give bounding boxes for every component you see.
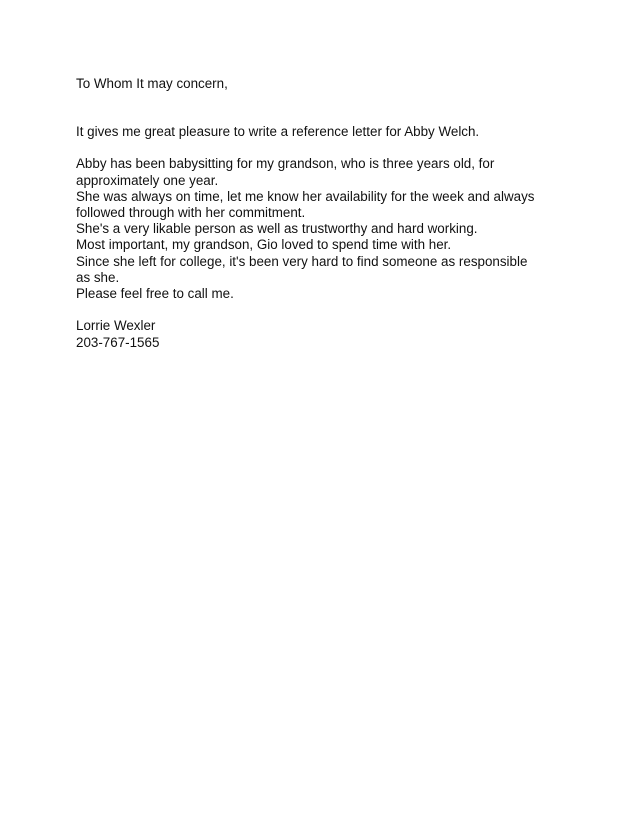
- body-line: as she.: [76, 269, 120, 285]
- letter-body: [76, 156, 576, 302]
- salutation: To Whom It may concern,: [76, 76, 228, 91]
- body-line: Abby has been babysitting for my grandson, who is three years old, for: [76, 156, 495, 172]
- body-line: She's a very likable person as well as trustworthy and hard working.: [76, 221, 478, 237]
- body-line: Since she left for college, it's been very hard to find someone as responsible: [76, 253, 528, 269]
- signature-phone: 203-767-1565: [76, 334, 160, 350]
- reference-letter: [76, 76, 576, 351]
- body-line: approximately one year.: [76, 172, 219, 188]
- signature-name: Lorrie Wexler: [76, 318, 156, 334]
- body-line: Most important, my grandson, Gio loved to spend time with her.: [76, 237, 452, 253]
- body-line: She was always on time, let me know her availability for the week and always: [76, 188, 535, 204]
- body-line: Please feel free to call me.: [76, 286, 234, 302]
- opening-paragraph: It gives me great pleasure to write a reference letter for Abby Welch.: [76, 124, 480, 140]
- signature-block: [76, 318, 576, 351]
- body-line: followed through with her commitment.: [76, 205, 306, 221]
